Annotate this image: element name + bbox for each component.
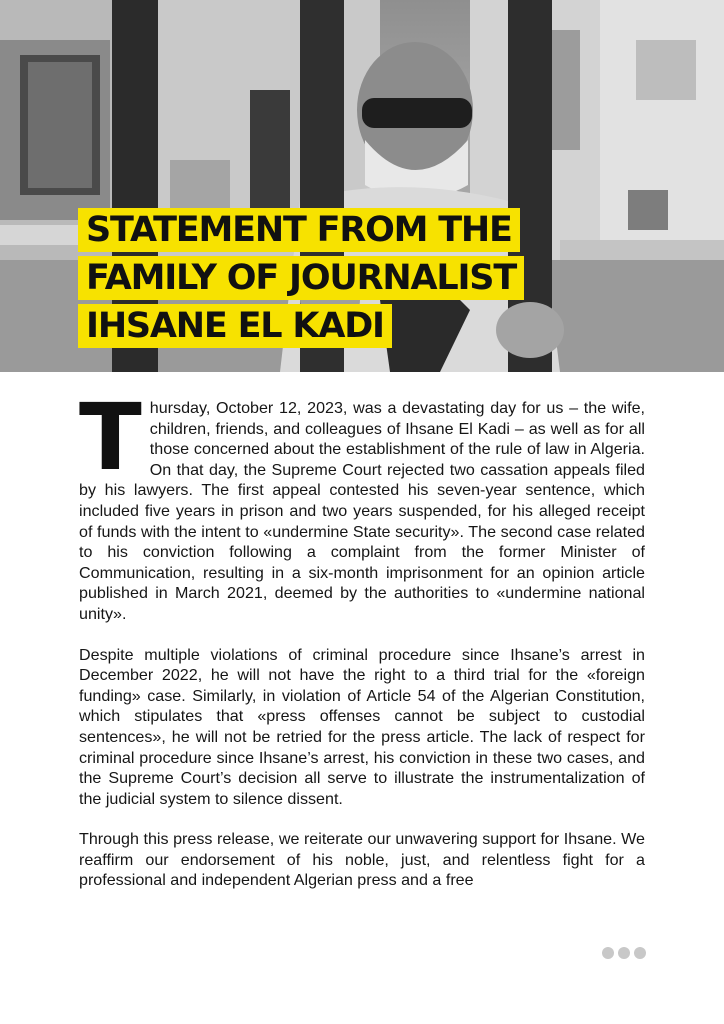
more-dots-icon[interactable] — [602, 947, 646, 959]
dot-icon — [602, 947, 614, 959]
headline-line-3: IHSANE EL KADI — [78, 304, 392, 348]
paragraph-2: Despite multiple violations of criminal procedure since Ihsane’s arrest in December 2022, he will not have the right to a third trial for the «foreign funding» case. Similarly, in violation of Article 54 of the Algerian Constitution, which stipulates that «press offenses cannot be subject to custodial sentences», he will not be retried for the press article. The lack of respect for criminal procedure since Ihsane’s arrest, his conviction in these two cases, and the Supreme Court’s decision all serve to illustrate the instrumentalization of the judicial system to silence dissent. — [79, 645, 645, 808]
article-body — [79, 384, 645, 911]
headline — [78, 208, 638, 352]
headline-line-2: FAMILY OF JOURNALIST — [78, 256, 524, 300]
hero-photo — [0, 0, 724, 372]
headline-line-1: STATEMENT FROM THE — [78, 208, 520, 252]
dot-icon — [634, 947, 646, 959]
paragraph-3: Through this press release, we reiterate our unwavering support for Ihsane. We reaffirm our endorsement of his noble, just, and relentless fight for a professional and independent Algerian press and a free — [79, 830, 645, 890]
paragraph-1-text: hursday, October 12, 2023, was a devastating day for us – the wife, children, friends, and colleagues of Ihsane El Kadi – as well as for all those concerned about the establishment of the rule of law in Algeria. On that day, the Supreme Court rejected two cassation appeals filed by his lawyers. The first appeal contested his seven-year sentence, which included five years in prison and two years suspended, for his alleged receipt of funds with the intent to «undermine State security». The second case related to his conviction following a complaint from the former Minister of Communication, resulting in a six-month imprisonment for an opinion article published in March 2021, deemed by the authorities to «undermine national unity». — [79, 399, 645, 623]
paragraph-1 — [79, 384, 645, 625]
dot-icon — [618, 947, 630, 959]
drop-cap: T — [79, 384, 142, 491]
